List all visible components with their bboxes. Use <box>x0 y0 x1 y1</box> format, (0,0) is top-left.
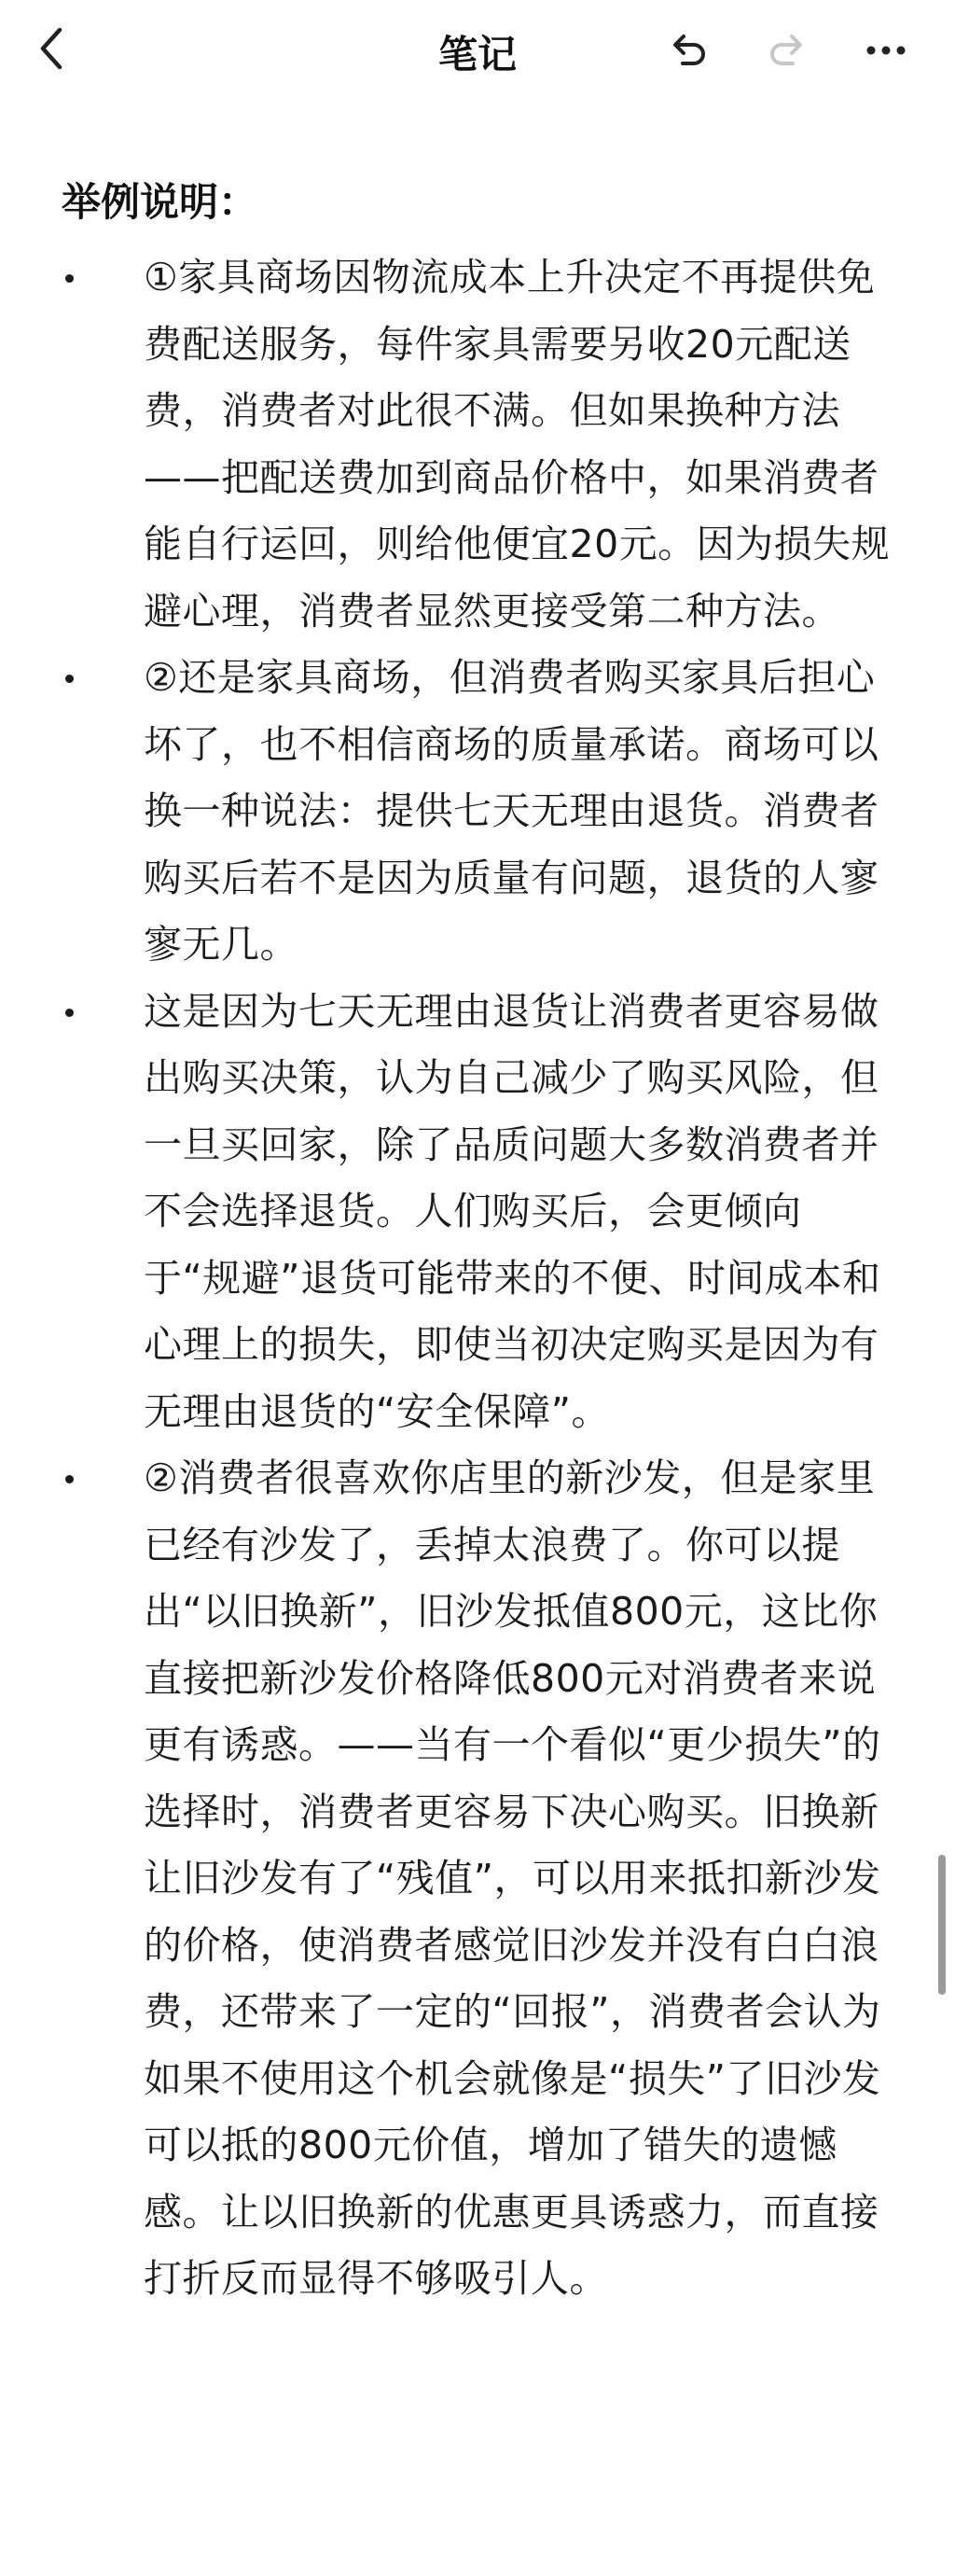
top-navigation-bar <box>0 0 955 103</box>
list-item[interactable] <box>0 979 895 1446</box>
list-item[interactable] <box>0 244 895 645</box>
bullet-list <box>0 244 955 2313</box>
list-item-text: ②消费者很喜欢你店里的新沙发，但是家里已经有沙发了，丢掉太浪费了。你可以提出“以旧换新”，旧沙发抵值800元，这比你直接把新沙发价格降低800元对消费者来说更有诱惑。——当有一个看似“更少损失”的选择时，消费者更容易下决心购买。旧换新让旧沙发有了“残值”，可以用来抵扣新沙发的价格，使消费者感觉旧沙发并没有白白浪费，还带来了一定的“回报”，消费者会认为如果不使用这个机会就像是“损失”了旧沙发可以抵的800元价值，增加了错失的遗憾感。让以旧换新的优惠更具诱惑力，而直接打折反而显得不够吸引人。 <box>144 1455 881 2301</box>
redo-icon[interactable] <box>763 26 811 75</box>
list-item-text: 这是因为七天无理由退货让消费者更容易做出购买决策，认为自己减少了购买风险，但一旦买回家，除了品质问题大多数消费者并不会选择退货。人们购买后，会更倾向于“规避”退货可能带来的不便、时间成本和心理上的损失，即使当初决定购买是因为有无理由退货的“安全保障”。 <box>144 988 881 1434</box>
undo-icon[interactable] <box>664 26 713 75</box>
bullet-icon <box>65 274 74 283</box>
page-title: 笔记 <box>437 32 517 77</box>
list-item[interactable] <box>0 645 895 979</box>
bullet-icon <box>65 675 74 683</box>
note-heading: 举例说明： <box>62 179 258 225</box>
vertical-scrollbar[interactable] <box>938 1855 946 1995</box>
list-item-text: ①家具商场因物流成本上升决定不再提供免费配送服务，每件家具需要另收20元配送费，消费者对此很不满。但如果换种方法——把配送费加到商品价格中，如果消费者能自行运回，则给他便宜20元。因为损失规避心理，消费者显然更接受第二种方法。 <box>144 255 891 634</box>
bullet-icon <box>65 1475 74 1483</box>
bullet-icon <box>65 1009 74 1017</box>
more-icon[interactable] <box>862 28 910 73</box>
list-item[interactable] <box>0 1445 895 2313</box>
list-item-text: ②还是家具商场，但消费者购买家具后担心坏了，也不相信商场的质量承诺。商场可以换一种说法：提供七天无理由退货。消费者购买后若不是因为质量有问题，退货的人寥寥无几。 <box>144 655 879 967</box>
